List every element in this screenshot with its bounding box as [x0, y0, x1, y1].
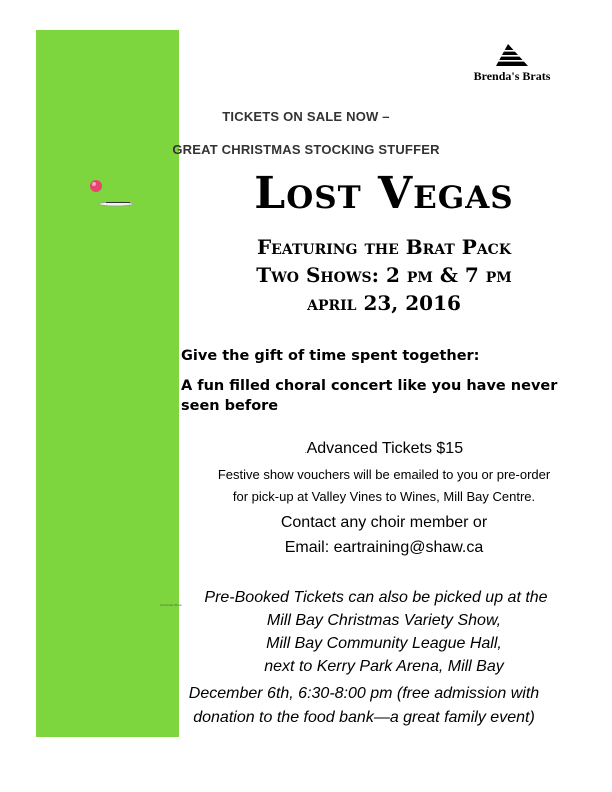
price-text: Advanced Tickets $15 [306, 440, 464, 457]
email-text: Email: eartraining@shaw.ca [284, 539, 484, 556]
tiny-note: Christmas Show [160, 603, 182, 607]
gift-text: Give the gift of time spent together: [181, 348, 480, 364]
brendas-brats-logo [458, 44, 566, 86]
ticket-price [174, 440, 594, 458]
stocking-stuffer-text: GREAT CHRISTMAS STOCKING STUFFER [172, 142, 440, 157]
prebooked-line-3: Mill Bay Community League Hall, [266, 635, 502, 652]
event-title: Lost Vegas [254, 168, 514, 219]
prebooked-line-1: Pre-Booked Tickets can also be picked up at the [204, 589, 548, 606]
stairs-triangle-icon [496, 44, 528, 66]
show-times-text: Two Shows: 2 pm & 7 pm [256, 263, 512, 287]
logo-text: Brenda's Brats [473, 69, 551, 83]
vouchers-line-1: Festive show vouchers will be emailed to you or pre-order [217, 467, 551, 482]
contact-text: Contact any choir member or [280, 514, 488, 531]
featuring-text: Featuring the Brat Pack [256, 235, 511, 259]
prebooked-line-4: next to Kerry Park Arena, Mill Bay [264, 658, 504, 675]
event-date-text: april 23, 2016 [307, 291, 461, 315]
pushpin-icon [86, 178, 136, 208]
green-side-bar [36, 30, 179, 737]
prebooked-line-2: Mill Bay Christmas Variety Show, [266, 612, 502, 629]
prebooked-line-5: December 6th, 6:30-8:00 pm (free admission with [188, 685, 540, 702]
price-prefix: . [304, 449, 307, 455]
concert-description: A fun filled choral concert like you have never seen before [181, 378, 558, 414]
tickets-on-sale-text: TICKETS ON SALE NOW – [222, 109, 390, 124]
vouchers-line-2: for pick-up at Valley Vines to Wines, Mill Bay Centre. [232, 489, 536, 504]
prebooked-line-6: donation to the food bank—a great family event) [193, 709, 535, 726]
